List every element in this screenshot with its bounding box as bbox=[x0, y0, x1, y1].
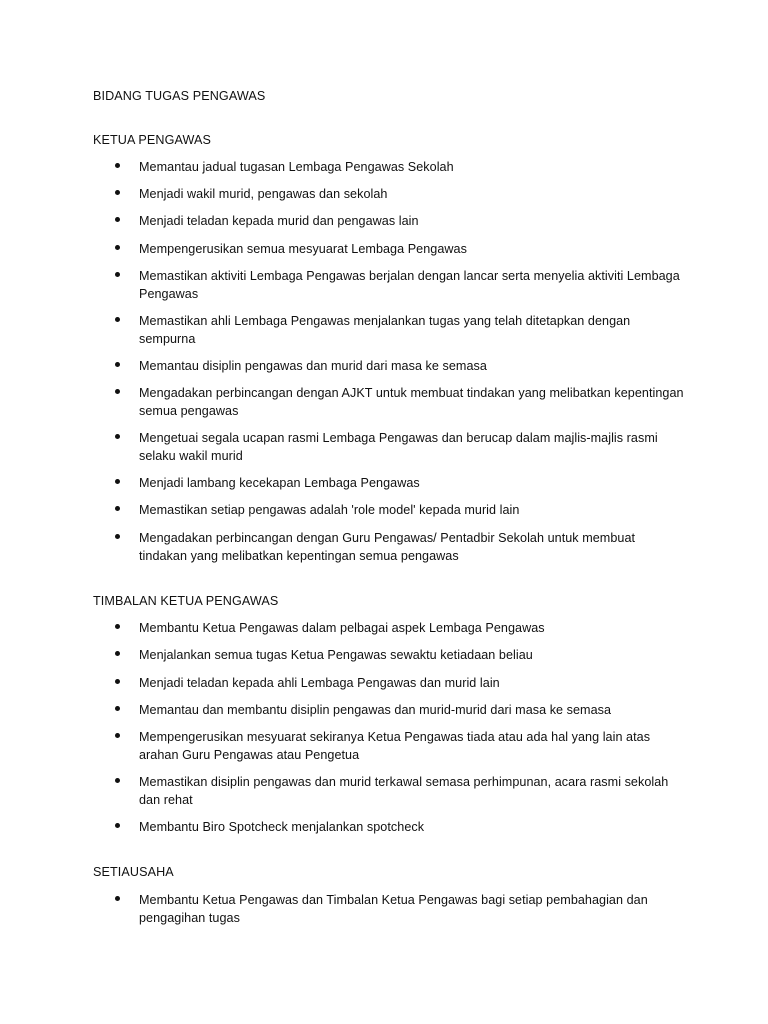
bullet-icon bbox=[115, 434, 120, 439]
bullet-icon bbox=[115, 272, 120, 277]
bullet-icon bbox=[115, 896, 120, 901]
bullet-icon bbox=[115, 733, 120, 738]
document-title: BIDANG TUGAS PENGAWAS bbox=[93, 89, 266, 103]
bullet-icon bbox=[115, 624, 120, 629]
section-heading-timbalan-ketua-pengawas: TIMBALAN KETUA PENGAWAS bbox=[93, 594, 279, 608]
bullet-icon bbox=[115, 534, 120, 539]
bullet-icon bbox=[115, 245, 120, 250]
bullet-icon bbox=[115, 362, 120, 367]
bullet-icon bbox=[115, 479, 120, 484]
bullet-icon bbox=[115, 389, 120, 394]
document-page: BIDANG TUGAS PENGAWAS KETUA PENGAWAS Memantau jadual tugasan Lembaga Pengawas Sekolah Menjadi wakil murid, pengawas dan sekolah Menjadi teladan kepada murid dan pengawas lain Mempengerusikan semua mesyuarat Lembaga Pengawas Memastikan aktiviti Lembaga Pengawas berjalan dengan lancar serta menyelia aktiviti Lembaga Pengawas Memastikan ahli Lembaga Pengawas menjalankan tugas yang telah ditetapkan dengan sempurna Memantau disiplin pengawas dan murid dari masa ke semasa Mengadakan perbincangan dengan AJKT untuk membuat tindakan yang melibatkan kepentingan semua pengawas Mengetuai segala ucapan rasmi Lembaga Pengawas dan berucap dalam majlis-majlis rasmi selaku wakil murid Menjadi lambang kecekapan Lembaga Pengawas Memastikan setiap pengawas adalah 'role model' kepada murid lain Mengadakan perbincangan dengan Guru Pengawas/ Pentadbir Sekolah untuk membuat tindakan yang melibatkan kepentingan semua pengawas TIMBALAN KETUA PENGAWAS Membantu Ketua Pengawas dalam pelbagai aspek Lembaga Pengawas Menjalankan semua tugas Ketua Pengawas sewaktu ketiadaan beliau Menjadi teladan kepada ahli Lembaga Pengawas dan murid lain Memantau dan membantu disiplin pengawas dan murid-murid dari masa ke semasa Mempengerusikan mesyuarat sekiranya Ketua Pengawas tiada atau ada hal yang lain atas arahan Guru Pengawas atau Pengetua Memastikan disiplin pengawas dan murid terkawal semasa perhimpunan, acara rasmi sekolah dan rehat Membantu Biro Spotcheck menjalankan spotcheck SETIAUSAHA Membantu Ketua Pengawas dan Timbalan Ketua Pengawas bagi setiap pembahagian dan pengagihan tugas bbox=[93, 89, 684, 925]
bullet-icon bbox=[115, 163, 120, 168]
bullet-icon bbox=[115, 317, 120, 322]
bullet-icon bbox=[115, 217, 120, 222]
bullet-icon bbox=[115, 778, 120, 783]
bullet-icon bbox=[115, 679, 120, 684]
section-heading-setiausaha: SETIAUSAHA bbox=[93, 865, 174, 879]
bullet-icon bbox=[115, 651, 120, 656]
bullet-icon bbox=[115, 706, 120, 711]
bullet-icon bbox=[115, 190, 120, 195]
bullet-icon bbox=[115, 506, 120, 511]
bullet-icon bbox=[115, 823, 120, 828]
section-heading-ketua-pengawas: KETUA PENGAWAS bbox=[93, 133, 212, 147]
